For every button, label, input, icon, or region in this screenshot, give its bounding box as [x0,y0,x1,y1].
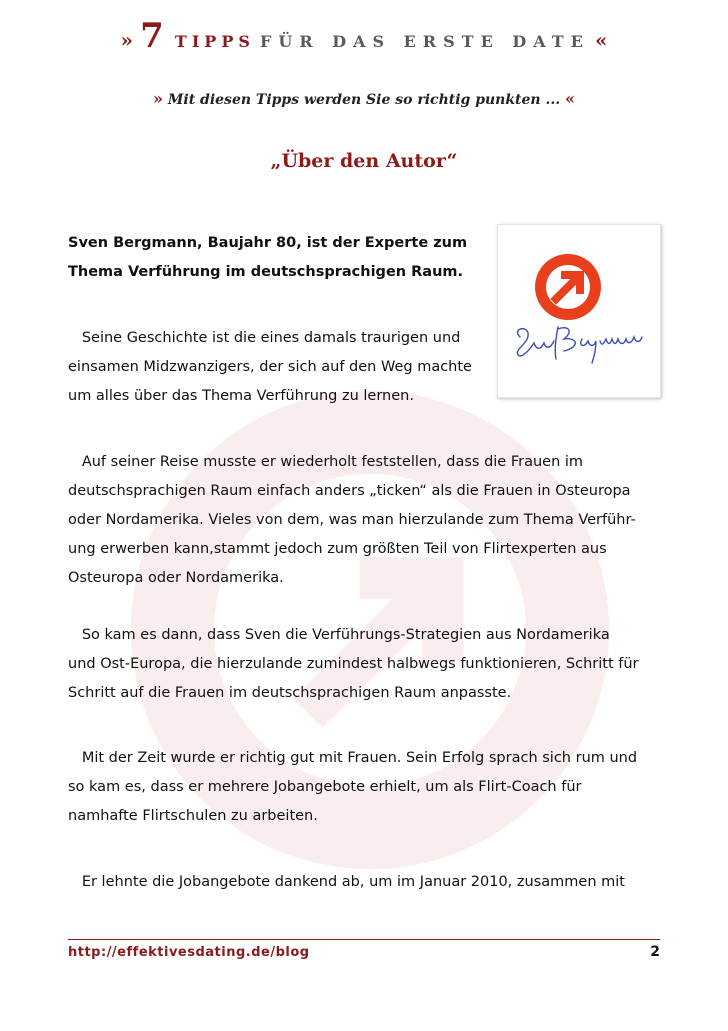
document-title [0,16,728,56]
title-rest: FÜR DAS ERSTE DATE [260,32,590,51]
arrow-logo-icon [535,254,601,320]
paragraph-line: und Ost-Europa, die hierzulande zumindest halbwegs funktionieren, Schritt für [68,656,639,672]
author-logo-image [497,224,661,398]
paragraph-line: namhafte Flirtschulen zu arbeiten. [68,808,318,824]
title-number: 7 [140,16,164,56]
paragraph-line: Auf seiner Reise musste er wiederholt feststellen, dass die Frauen im [68,454,584,470]
paragraph-line: um alles über das Thema Verführung zu lernen. [68,388,414,404]
title-open-quote: » [120,28,134,52]
footer-link[interactable]: http://effektivesdating.de/blog [68,945,310,960]
section-heading: „Über den Autor“ [270,150,458,172]
paragraph-line: so kam es, dass er mehrere Jobangebote erhielt, um als Flirt-Coach für [68,779,582,795]
paragraph-line: einsamen Midzwanzigers, der sich auf den Weg machte [68,359,472,375]
title-word-tipps: TIPPS [174,32,255,51]
intro-line: Thema Verführung im deutschsprachigen Raum. [68,264,464,280]
paragraph-line: Seine Geschichte ist die eines damals traurigen und [68,330,461,346]
paragraph-line: Er lehnte die Jobangebote dankend ab, um im Januar 2010, zusammen mit [68,874,625,890]
paragraph-line: Osteuropa oder Nordamerika. [68,570,284,586]
intro-line: Sven Bergmann, Baujahr 80, ist der Experte zum [68,235,468,251]
document-subtitle [0,89,728,108]
paragraph-line: So kam es dann, dass Sven die Verführungs-Strategien aus Nordamerika [68,627,610,643]
signature-icon [517,327,642,363]
subtitle-close-quote: « [564,89,575,108]
paragraph-line: oder Nordamerika. Vieles von dem, was man hierzulande zum Thema Verführ- [68,512,636,528]
subtitle-text: Mit diesen Tipps werden Sie so richtig punkten ... [167,92,561,108]
footer-divider [68,939,660,940]
paragraph-line: deutschsprachigen Raum einfach anders „ticken“ als die Frauen in Osteuropa [68,483,631,499]
subtitle-open-quote: » [153,89,164,108]
paragraph-line: Mit der Zeit wurde er richtig gut mit Frauen. Sein Erfolg sprach sich rum und [68,750,638,766]
title-close-quote: « [594,28,608,52]
paragraph-line: Schritt auf die Frauen im deutschsprachigen Raum anpasste. [68,685,512,701]
paragraph-line: ung erwerben kann,stammt jedoch zum größten Teil von Flirtexperten aus [68,541,607,557]
page-number: 2 [650,944,660,960]
